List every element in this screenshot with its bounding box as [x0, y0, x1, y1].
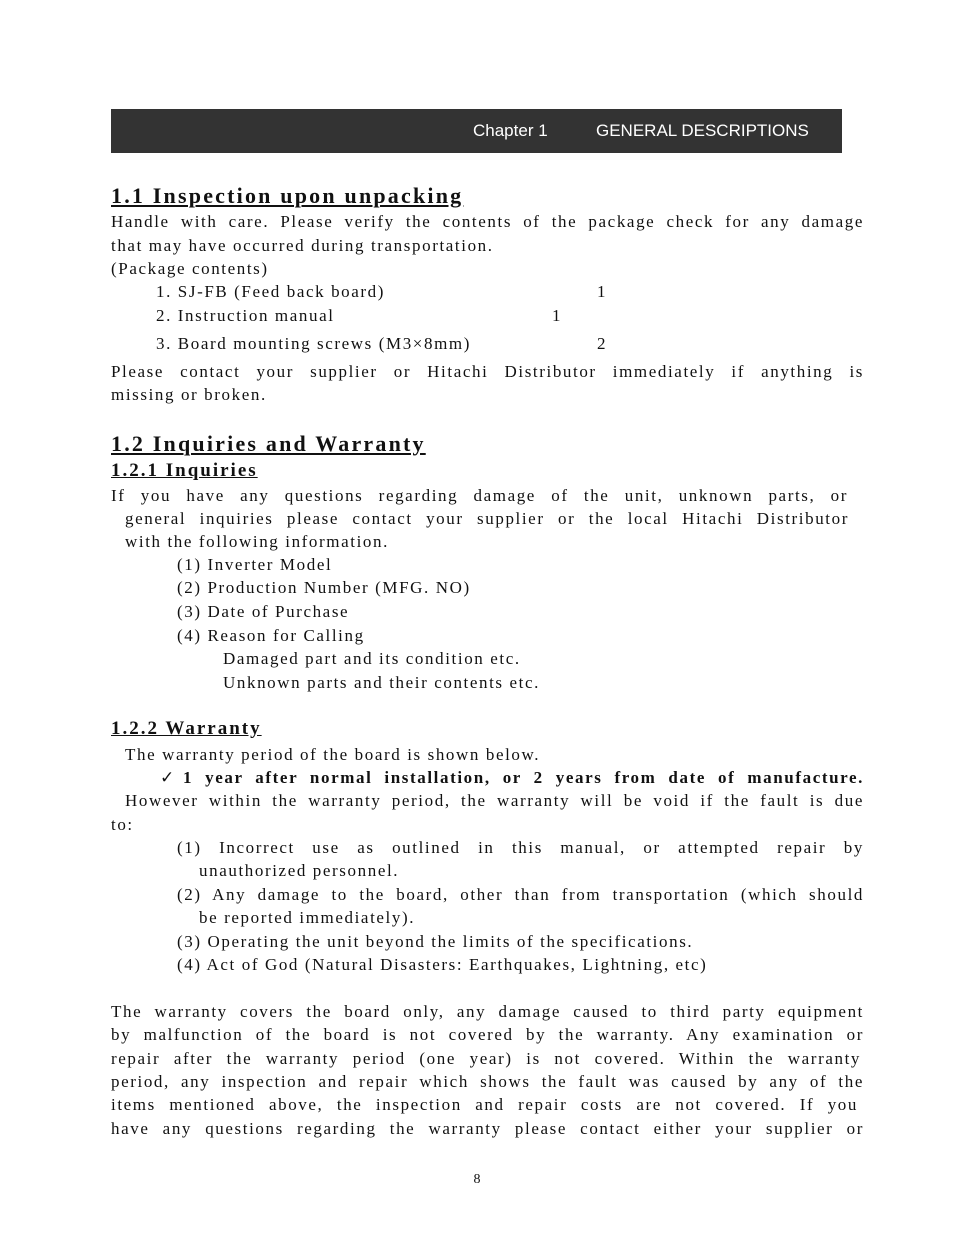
coverage-line-3: repair after the warranty period (one year) is not covered. Within the warranty: [111, 1049, 861, 1068]
reason-sub-2: Unknown parts and their contents etc.: [223, 673, 540, 692]
package-contents-label: (Package contents): [111, 259, 269, 278]
inquiry-item-2: (2) Production Number (MFG. NO): [177, 578, 471, 597]
inquiry-item-4: (4) Reason for Calling: [177, 626, 365, 645]
void-item-3: (3) Operating the unit beyond the limits of the specifications.: [177, 932, 694, 951]
contact-line-1: Please contact your supplier or Hitachi Distributor immediately if anything is: [111, 362, 864, 381]
checkmark-icon: ✓: [160, 768, 176, 787]
inquiries-line-3: with the following information.: [125, 532, 389, 551]
void-item-4: (4) Act of God (Natural Disasters: Earthquakes, Lightning, etc): [177, 955, 708, 974]
void-item-2: (2) Any damage to the board, other than from transportation (which should: [177, 885, 864, 904]
intro-line-1: Handle with care. Please verify the contents of the package check for any damage: [111, 212, 864, 231]
package-item-1-qty: 1: [597, 282, 608, 301]
coverage-line-2: by malfunction of the board is not covered by the warranty. Any examination or: [111, 1025, 864, 1044]
package-item-1: 1. SJ-FB (Feed back board): [156, 282, 386, 301]
void-item-1-cont: unauthorized personnel.: [199, 861, 400, 880]
intro-line-2: that may have occurred during transportation.: [111, 236, 494, 255]
package-item-2-qty: 1: [552, 306, 563, 325]
section-heading-inspection: 1.1 Inspection upon unpacking: [111, 183, 464, 208]
warranty-line-3: However within the warranty period, the warranty will be void if the fault is due: [125, 791, 864, 810]
coverage-line-1: The warranty covers the board only, any damage caused to third party equipment: [111, 1002, 864, 1021]
coverage-line-6: have any questions regarding the warranty please contact either your supplier or: [111, 1119, 864, 1138]
page-number: 8: [473, 1172, 481, 1187]
coverage-line-5: items mentioned above, the inspection and repair costs are not covered. If you: [111, 1095, 858, 1114]
package-item-2: 2. Instruction manual: [156, 306, 335, 325]
subsection-heading-warranty: 1.2.2 Warranty: [111, 718, 262, 739]
package-item-3-qty: 2: [597, 334, 608, 353]
warranty-line-4: to:: [111, 815, 134, 834]
inquiry-item-1: (1) Inverter Model: [177, 555, 333, 574]
void-item-2-cont: be reported immediately).: [199, 908, 416, 927]
package-item-3: 3. Board mounting screws (M3×8mm): [156, 334, 471, 353]
contact-line-2: missing or broken.: [111, 385, 267, 404]
warranty-period-bold: 1 year after normal installation, or 2 years from date of manufacture.: [183, 768, 864, 787]
warranty-line-1: The warranty period of the board is shown below.: [125, 745, 541, 764]
coverage-line-4: period, any inspection and repair which shows the fault was caused by any of the: [111, 1072, 864, 1091]
inquiries-line-1: If you have any questions regarding damage of the unit, unknown parts, or: [111, 486, 848, 505]
inquiry-item-3: (3) Date of Purchase: [177, 602, 350, 621]
chapter-label: Chapter 1: [473, 121, 548, 140]
inquiries-line-2: general inquiries please contact your supplier or the local Hitachi Distributor: [125, 509, 849, 528]
void-item-1: (1) Incorrect use as outlined in this manual, or attempted repair by: [177, 838, 864, 857]
section-heading-inquiries-warranty: 1.2 Inquiries and Warranty: [111, 431, 426, 456]
chapter-title: GENERAL DESCRIPTIONS: [596, 121, 809, 140]
subsection-heading-inquiries: 1.2.1 Inquiries: [111, 460, 258, 481]
reason-sub-1: Damaged part and its condition etc.: [223, 649, 521, 668]
